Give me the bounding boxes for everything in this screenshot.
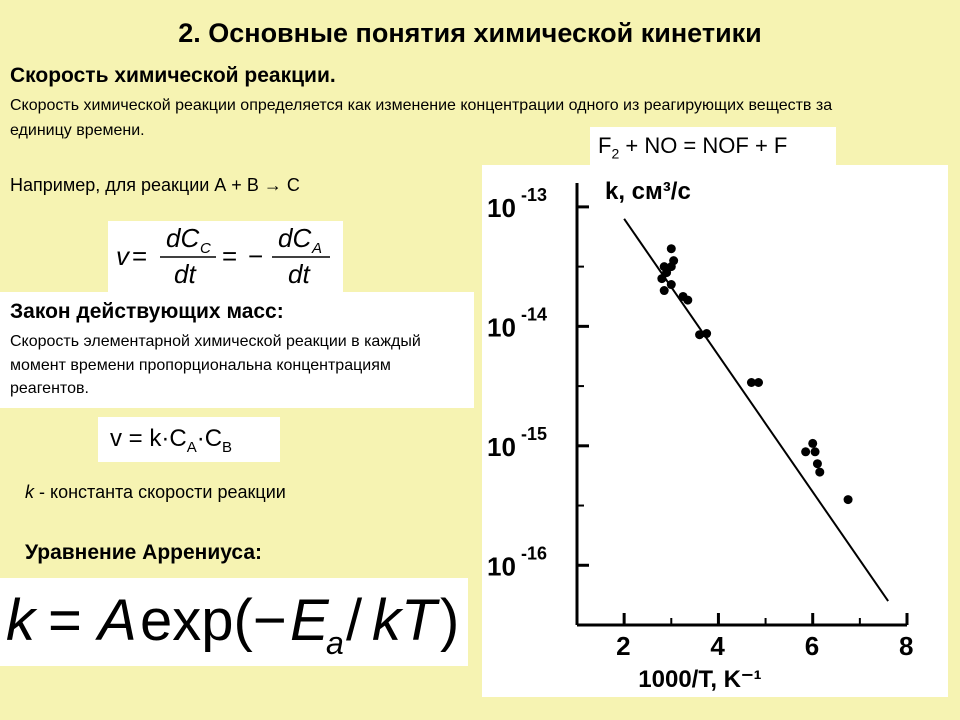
data-point <box>667 244 676 253</box>
y-axis-label: k, см³/с <box>605 178 691 205</box>
data-point <box>815 468 824 477</box>
y-tick-label: 10 <box>487 551 516 582</box>
svg-text:=: = <box>222 241 238 271</box>
svg-text:A: A <box>312 240 323 257</box>
mass-law-text: Скорость элементарной химической реакции в каждый момент времени пропорциональна концентрациям реагентов. <box>10 333 421 397</box>
x-tick-label: 2 <box>616 631 631 661</box>
slide-title: 2. Основные понятия химической кинетики <box>178 18 762 48</box>
data-point <box>702 329 711 338</box>
data-point <box>669 256 678 265</box>
y-tick-exponent: -15 <box>521 423 548 444</box>
svg-text:C: C <box>200 240 211 257</box>
svg-text:v: v <box>116 241 129 271</box>
y-tick-label: 10 <box>487 431 516 462</box>
data-point <box>754 378 763 387</box>
rate-constant-text: k - константа скорости реакции <box>25 482 286 502</box>
data-point <box>660 286 669 295</box>
arrhenius-formula-box <box>0 578 468 666</box>
x-tick-label: 8 <box>899 631 914 661</box>
svg-text:=: = <box>48 588 82 653</box>
svg-text:dC: dC <box>278 223 312 253</box>
svg-text:exp(−: exp(− <box>140 588 287 653</box>
arrhenius-plot-svg <box>482 165 948 697</box>
svg-text:): ) <box>440 588 460 653</box>
reaction-speed-heading: Скорость химической реакции. <box>10 64 336 87</box>
arrhenius-formula <box>0 578 468 666</box>
data-point <box>811 447 820 456</box>
svg-text:dC: dC <box>166 223 200 253</box>
rate-formula-box <box>108 221 343 293</box>
rate-law-formula: $v = k\cdot C_A\cdot C_B$ <box>110 425 233 456</box>
arrhenius-heading: Уравнение Аррениуса: <box>25 541 263 564</box>
data-point <box>813 459 822 468</box>
data-point <box>808 439 817 448</box>
mass-law-heading: Закон действующих масс: <box>10 300 284 323</box>
y-tick-exponent: -16 <box>521 543 548 564</box>
data-point <box>657 274 666 283</box>
y-tick-exponent: -13 <box>521 184 548 205</box>
y-tick-label: 10 <box>487 312 516 343</box>
svg-text:a: a <box>326 625 344 661</box>
svg-text:=: = <box>132 241 148 271</box>
arrhenius-plot <box>482 165 948 697</box>
svg-text:kT: kT <box>372 588 437 653</box>
data-point <box>683 296 692 305</box>
data-point <box>844 495 853 504</box>
y-tick-exponent: -14 <box>521 304 548 325</box>
x-tick-label: 6 <box>804 631 820 661</box>
svg-text:E: E <box>290 588 329 653</box>
svg-text:A: A <box>98 588 137 653</box>
reaction-equation-label: $F_2$ + NO = NOF + F <box>598 133 788 162</box>
example-reaction-text: Например, для реакции А + В → С <box>10 175 300 195</box>
y-tick-label: 10 <box>487 192 516 223</box>
svg-text:dt: dt <box>174 259 196 289</box>
data-point <box>667 280 676 289</box>
reaction-speed-definition: Скорость химической реакции определяется как изменение концентрации одного из реагирующих веществ за единицу времени. <box>10 97 833 139</box>
svg-text:dt: dt <box>288 259 310 289</box>
svg-text:/: / <box>346 588 363 653</box>
data-point <box>801 447 810 456</box>
x-tick-label: 4 <box>710 631 725 661</box>
svg-text:−: − <box>248 241 264 271</box>
rate-derivative-formula <box>108 221 343 293</box>
svg-text:k: k <box>6 588 35 653</box>
x-axis-label: 1000/T, K⁻¹ <box>638 666 762 693</box>
